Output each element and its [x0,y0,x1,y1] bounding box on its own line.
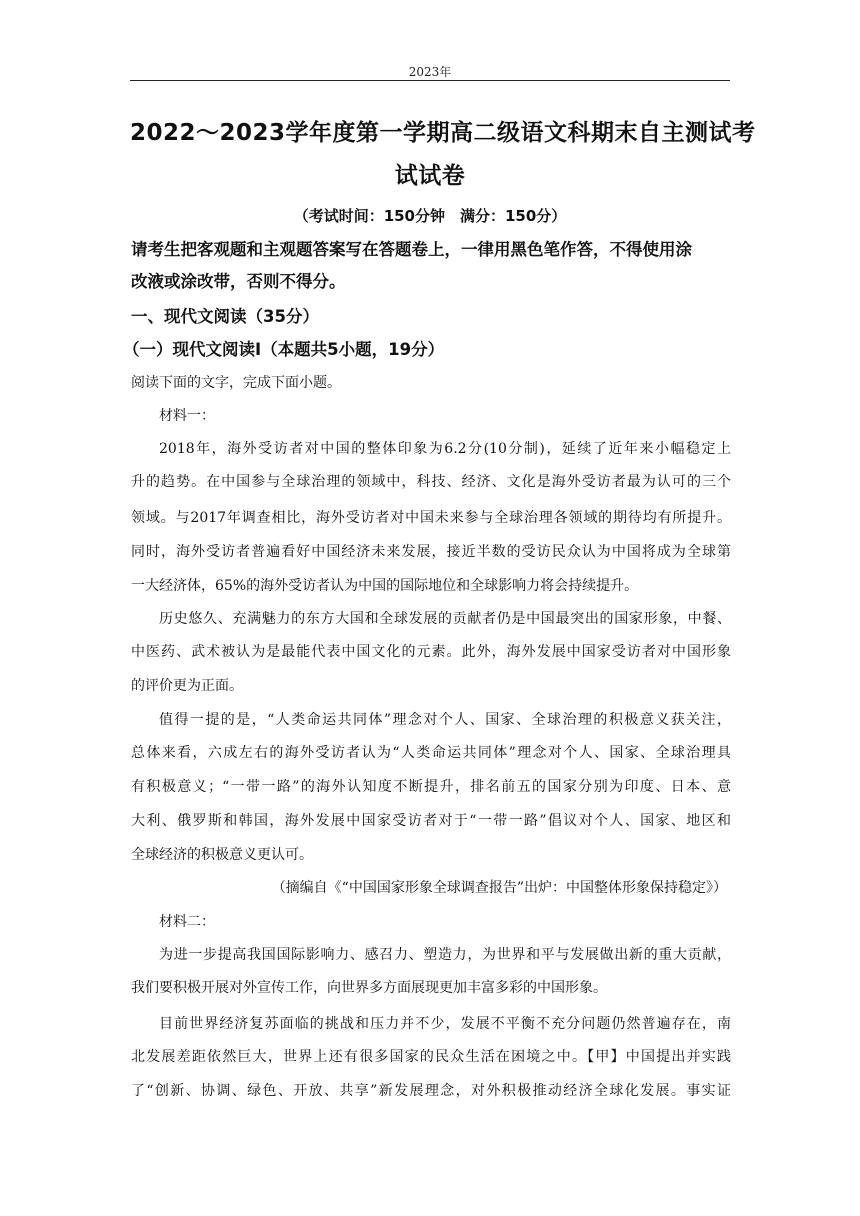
instruction-line-1: 请考生把客观题和主观题答案写在答题卷上，一律用黑色笔作答，不得使用涂 [131,240,692,259]
material-1-para-1-line: 2018年，海外受访者对中国的整体印象为6.2分(10分制)，延续了近年来小幅稳定上 [159,441,731,457]
material-1-para-1-line: 领域。与2017年调查相比，海外受访者对中国未来参与全球治理各领域的期待均有所提升。 [131,510,731,526]
exam-title-line-2: 试试卷 [394,163,466,189]
material-1-para-1-line: 升的趋势。在中国参与全球治理的领域中，科技、经济、文化是海外受访者最为认可的三个 [131,474,731,490]
material-1-para-3-line: 大利、俄罗斯和韩国，海外发展中国家受访者对于“一带一路”倡议对个人、国家、地区和 [131,813,731,829]
material-1-para-3-line: 总体来看，六成左右的海外受访者认为“人类命运共同体”理念对个人、国家、全球治理具 [131,745,731,761]
exam-time-and-score: （考试时间：150分钟 满分：150分） [293,207,567,225]
material-2-para-1-line: 为进一步提高我国国际影响力、感召力、塑造力，为世界和平与发展做出新的重大贡献， [159,947,731,963]
material-1-source: （摘编自《“中国国家形象全球调查报告”出炉：中国整体形象保持稳定》） [271,880,727,896]
material-1-para-1-line: 一大经济体，65%的海外受访者认为中国的国际地位和全球影响力将会持续提升。 [131,578,639,594]
material-2-para-2-line: 目前世界经济复苏面临的挑战和压力并不少，发展不平衡不充分问题仍然普遍存在，南 [159,1016,731,1032]
material-1-para-3-line: 有积极意义；“一带一路”的海外认知度不断提升，排名前五的国家分别为印度、日本、意 [131,779,731,795]
material-1-para-2-line: 的评价更为正面。 [131,678,243,694]
material-1-para-3-line: 值得一提的是，“人类命运共同体”理念对个人、国家、全球治理的积极意义获关注， [159,712,731,728]
reading-prompt: 阅读下面的文字，完成下面小题。 [131,375,341,391]
page-header-year: 2023年 [408,65,452,79]
material-1-para-3-line: 全球经济的积极意义更认可。 [131,847,313,863]
exam-title-line-1: 2022～2023学年度第一学期高二级语文科期末自主测试考 [130,120,756,146]
material-2-para-2-line: 北发展差距依然巨大，世界上还有很多国家的民众生活在困境之中。【甲】中国提出并实践 [131,1049,731,1065]
subsection-1-heading: （一）现代文阅读Ⅰ（本题共5小题，19分） [123,340,445,359]
material-1-label: 材料一： [159,408,215,424]
instruction-line-2: 改液或涂改带，否则不得分。 [131,272,346,291]
material-1-para-2-line: 历史悠久、充满魅力的东方大国和全球发展的贡献者仍是中国最突出的国家形象，中餐、 [159,611,731,627]
section-1-heading: 一、现代文阅读（35分） [131,307,319,326]
material-2-para-1-line: 我们要积极开展对外宣传工作，向世界多方面展现更加丰富多彩的中国形象。 [131,980,607,996]
header-rule [130,80,730,81]
material-2-para-2-line: 了“创新、协调、绿色、开放、共享”新发展理念，对外积极推动经济全球化发展。事实证 [131,1083,731,1099]
material-1-para-2-line: 中医药、武术被认为是最能代表中国文化的元素。此外，海外发展中国家受访者对中国形象 [131,644,731,660]
material-1-para-1-line: 同时，海外受访者普遍看好中国经济未来发展，接近半数的受访民众认为中国将成为全球第 [131,544,731,560]
material-2-label: 材料二： [159,914,215,930]
